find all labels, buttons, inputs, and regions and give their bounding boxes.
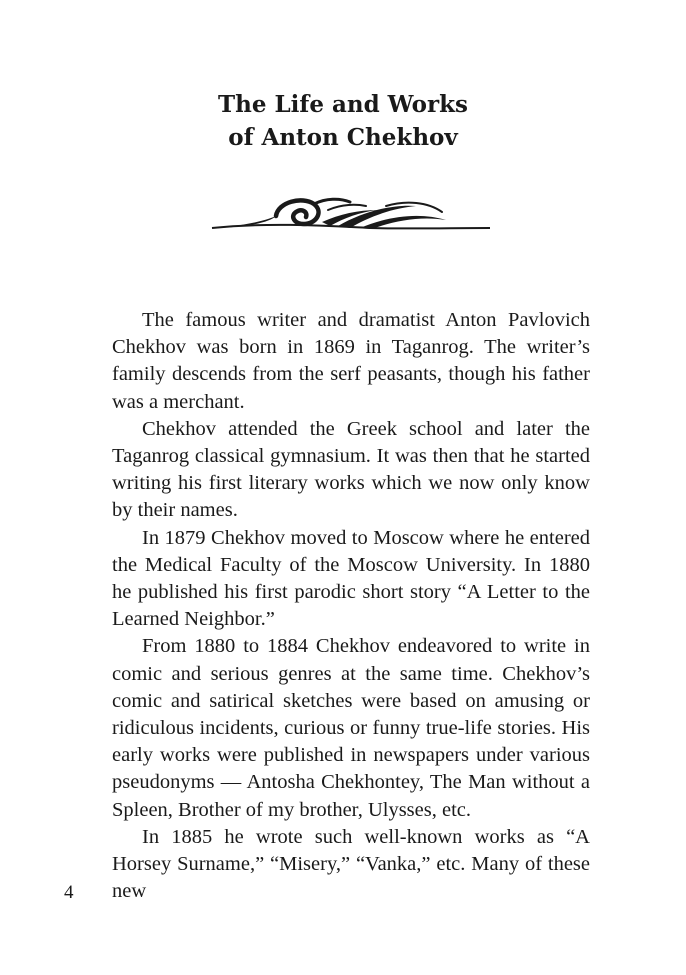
chapter-title-line-1: The Life and Works xyxy=(218,91,468,118)
paragraph-3: In 1879 Chekhov moved to Moscow where he entered the Medical Faculty of the Moscow University. In 1880 he published his first parodic short story “A Letter to the Learned Neighbor.” xyxy=(112,526,590,631)
flourish-ornament-icon xyxy=(210,192,492,234)
chapter-title xyxy=(0,88,686,154)
paragraph-2: Chekhov attended the Greek school and later the Taganrog classical gymnasium. It was then that he started writing his first literary works which we now only know by their names. xyxy=(112,417,590,522)
paragraph-4: From 1880 to 1884 Chekhov endeavored to write in comic and serious genres at the same time. Chekhov’s comic and satirical sketches were based on amusing or ridiculous incidents, curious or funny true-life stories. His early works were published in newspapers under various pseudonyms — Antosha Chekhontey, The Man without a Spleen, Brother of my brother, Ulysses, etc. xyxy=(112,635,590,821)
paragraph-5: In 1885 he wrote such well-known works as “A Horsey Surname,” “Misery,” “Vanka,” etc. Many of these new xyxy=(112,825,590,903)
chapter-title-line-2: of Anton Chekhov xyxy=(228,124,458,151)
page-number: 4 xyxy=(64,882,74,903)
body-text xyxy=(112,307,590,905)
paragraph-1: The famous writer and dramatist Anton Pavlovich Chekhov was born in 1869 in Taganrog. The writer’s family descends from the serf peasants, though his father was a merchant. xyxy=(112,309,590,413)
